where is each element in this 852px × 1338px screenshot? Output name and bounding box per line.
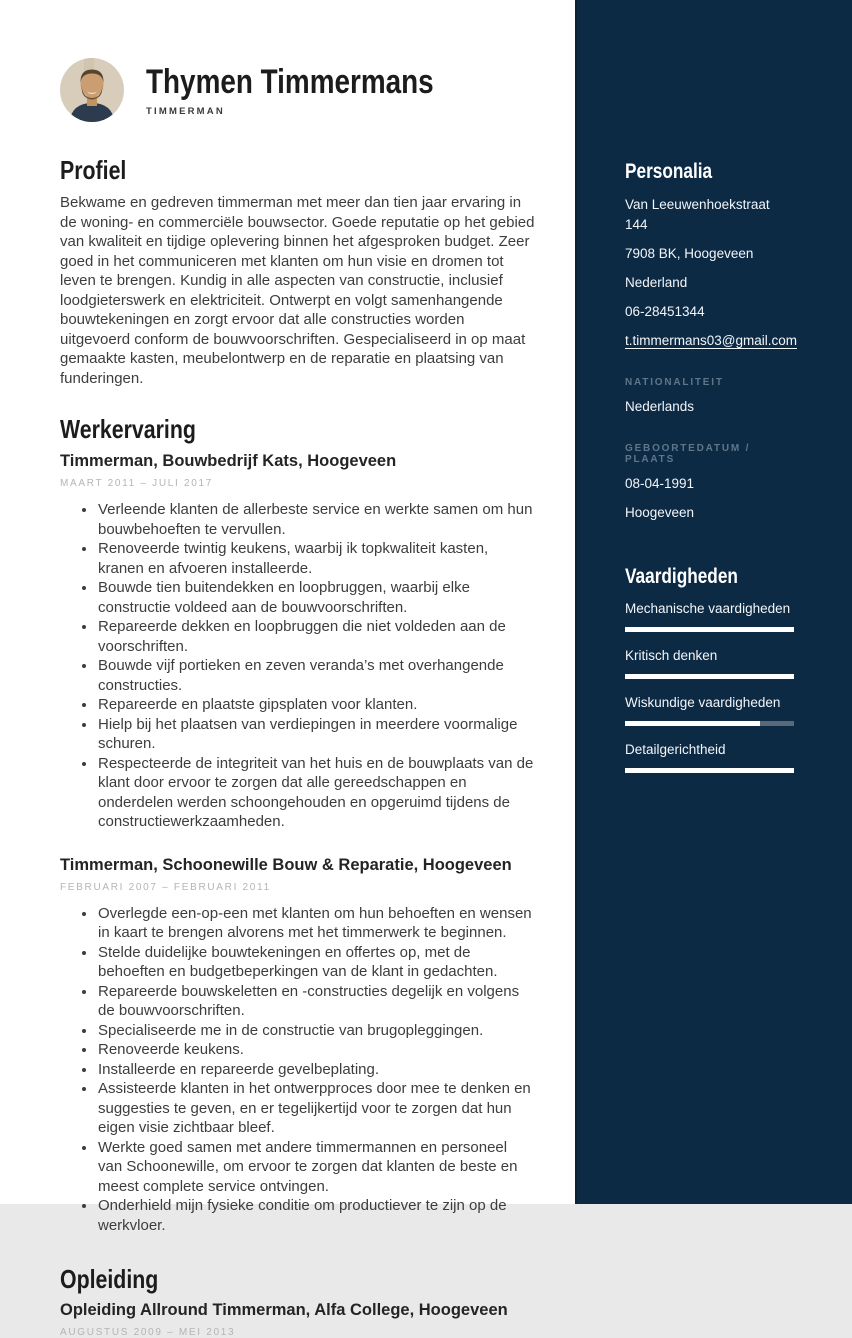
job-bullet: • Renoveerde twintig keukens, waarbij ik topkwaliteit kasten, kranen en afvoeren installeerde.: [97, 539, 535, 578]
nationality-label: NATIONALITEIT: [625, 377, 724, 388]
skill-label: Wiskundige vaardigheden: [625, 695, 781, 710]
skill-bar-fill: [625, 768, 794, 773]
skill-bar-track: [625, 768, 794, 773]
job-bullet: • Hielp bij het plaatsen van verdiepingen in meerdere voormalige schuren.: [97, 715, 535, 754]
profile-text: Bekwame en gedreven timmerman met meer dan tien jaar ervaring in de woning- en commerciële bouwsector. Goede reputatie op het gebied van kwaliteit en tijdige oplevering binnen het afgesproken budget. Zeer goed in het communiceren met klanten om hun visie en dromen tot leven te brengen. Kundig in alle aspecten van constructie, inclusief loodgieterswerk en elektriciteit. Ontwerpt en volgt samenhangende bouwtekeningen en zorgt ervoor dat alle constructies worden uitgevoerd conform de bouwvoorschriften. Gespecialiseerd in op maat gemaakte kasten, meubelontwerp en de reparatie en plaatsing van funderingen.: [60, 194, 535, 387]
sidebar: [575, 0, 852, 1204]
section-skills: [625, 565, 794, 773]
job-bullet: • Repareerde en plaatste gipsplaten voor klanten.: [97, 695, 535, 715]
section-profile: [60, 156, 535, 388]
phone-number: 06-28451344: [625, 304, 705, 319]
work-heading: Werkervaring: [60, 414, 196, 444]
job-entry: [60, 451, 535, 832]
candidate-name: Thymen Timmermans: [146, 62, 434, 101]
job-bullet: • Bouwde tien buitendekken en loopbruggen, waarbij elke constructie voldeed aan de bouwvoorschriften.: [97, 578, 535, 617]
education-list: [60, 1300, 535, 1338]
skill-item: [625, 694, 794, 726]
profile-heading: Profiel: [60, 155, 127, 185]
skill-label: Mechanische vaardigheden: [625, 601, 791, 616]
job-entry: [60, 855, 535, 1236]
job-list: [60, 451, 535, 1235]
job-bullet: • Assisteerde klanten in het ontwerpproces door mee te denken en suggesties te geven, en er tegelijkertijd voor te zorgen dat hun eigen visie zichtbaar bleef.: [97, 1079, 535, 1138]
job-title: Timmerman, Schoonewille Bouw & Reparatie, Hoogeveen: [60, 855, 512, 874]
job-period: FEBRUARI 2007 – FEBRUARI 2011: [60, 881, 271, 893]
education-period: AUGUSTUS 2009 – MEI 2013: [60, 1327, 236, 1338]
resume-header: [60, 58, 535, 122]
section-education: [60, 1265, 535, 1338]
skill-item: [625, 741, 794, 773]
skill-bar-track: [625, 721, 794, 726]
skill-list: [625, 600, 794, 773]
profile-photo: [60, 58, 124, 122]
job-bullet: • Specialiseerde me in de constructie van brugopleggingen.: [97, 1021, 535, 1041]
job-bullet-list: [60, 500, 535, 832]
job-period: MAART 2011 – JULI 2017: [60, 478, 214, 489]
skill-bar-track: [625, 674, 794, 679]
job-bullet: • Overlegde een-op-een met klanten om hun behoeften en wensen in kaart te brengen alvorens met het timmerwerk te beginnen.: [97, 904, 535, 943]
job-bullet: • Werkte goed samen met andere timmermannen en personeel van Schoonewille, om ervoor te zorgen dat klanten de beste en meest complete service ontvingen.: [97, 1138, 535, 1197]
skills-heading: Vaardigheden: [625, 565, 738, 588]
email-link[interactable]: t.timmermans03@gmail.com: [625, 333, 797, 348]
job-title: Timmerman, Bouwbedrijf Kats, Hoogeveen: [60, 452, 397, 470]
skill-bar-fill: [625, 627, 794, 632]
name-block: [146, 64, 497, 117]
job-bullet: • Respecteerde de integriteit van het huis en de bouwplaats van de klant door ervoor te zorgen dat alle gereedschappen en onderdelen werden schoongehouden en opgeruimd tijdens de constructiewerkzaamheden.: [97, 754, 535, 832]
skill-bar-fill: [625, 674, 794, 679]
job-bullet: • Installeerde en repareerde gevelbeplating.: [97, 1060, 535, 1080]
skill-item: [625, 647, 794, 679]
education-entry: [60, 1300, 535, 1338]
skill-label: Kritisch denken: [625, 648, 718, 663]
job-bullet: • Verleende klanten de allerbeste service en werkte samen om hun bouwbehoeften te vervullen.: [97, 500, 535, 539]
personalia-heading: Personalia: [625, 160, 713, 183]
education-heading: Opleiding: [60, 1264, 159, 1294]
skill-bar-track: [625, 627, 794, 632]
section-work-experience: [60, 415, 535, 1235]
address-line: Nederland: [625, 275, 688, 290]
address-line: Van Leeuwenhoekstraat 144: [625, 197, 770, 232]
address-lines: [625, 195, 794, 293]
education-title: Opleiding Allround Timmerman, Alfa College, Hoogeveen: [60, 1301, 508, 1319]
birth-place: Hoogeveen: [625, 505, 695, 520]
candidate-role: TIMMERMAN: [146, 105, 225, 117]
job-bullet-list: [60, 904, 535, 1236]
job-bullet: • Repareerde bouwskeletten en -constructies degelijk en volgens de bouwvoorschriften.: [97, 982, 535, 1021]
job-bullet: • Stelde duidelijke bouwtekeningen en offertes op, met de behoeften en budgetbeperkingen van de klant in gedachten.: [97, 943, 535, 982]
job-bullet: • Repareerde dekken en loopbruggen die niet voldeden aan de voorschriften.: [97, 617, 535, 656]
skill-item: [625, 600, 794, 632]
birth-label: GEBOORTEDATUM / PLAATS: [625, 443, 751, 465]
person-portrait-image: [60, 58, 124, 122]
skill-bar-fill: [625, 721, 760, 726]
nationality-value: Nederlands: [625, 399, 695, 414]
job-bullet: • Bouwde vijf portieken en zeven veranda’s met overhangende constructies.: [97, 656, 535, 695]
job-bullet: • Onderhield mijn fysieke conditie om productiever te zijn op de werkvloer.: [97, 1196, 535, 1235]
address-line: 7908 BK, Hoogeveen: [625, 246, 754, 261]
birth-date: 08-04-1991: [625, 476, 695, 491]
job-bullet: • Renoveerde keukens.: [97, 1040, 535, 1060]
section-personalia: [625, 160, 797, 523]
skill-label: Detailgerichtheid: [625, 742, 726, 757]
